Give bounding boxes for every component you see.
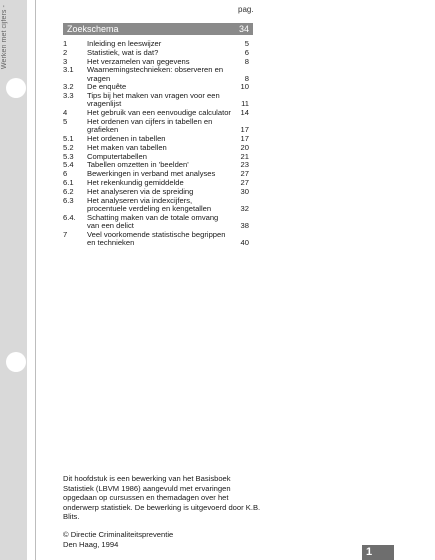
binder-hole-bottom xyxy=(6,352,26,372)
toc-entry-page: 23 xyxy=(240,160,249,170)
toc-entry-title: Het analyseren via de spreiding xyxy=(87,186,194,196)
toc-entry-page: 21 xyxy=(240,151,249,161)
toc-entry-page: 38 xyxy=(240,220,249,230)
toc-entry-number: 6.2 xyxy=(63,186,74,196)
toc-entry-number: 5.2 xyxy=(63,142,74,152)
toc-entry-page: 10 xyxy=(240,82,249,92)
toc-entry-number: 6.3 xyxy=(63,195,74,205)
toc-entry-number: 1 xyxy=(63,39,68,48)
toc-entry-page: 17 xyxy=(240,133,249,143)
toc-entry-title: Het gebruik van een eenvoudige calculator xyxy=(87,108,231,118)
toc-entry-page: 11 xyxy=(241,99,249,109)
toc-entry-number: 6.4. xyxy=(63,212,76,222)
left-margin-strip xyxy=(0,0,27,560)
toc-entry xyxy=(63,92,253,108)
toc-entry-title: Het rekenkundig gemiddelde xyxy=(87,177,184,187)
toc-entry xyxy=(63,118,253,134)
toc-entry-page: 27 xyxy=(240,169,249,179)
toc-entry-title: De enquête xyxy=(87,82,127,92)
toc-entry xyxy=(63,40,253,48)
toc-entry-page: 14 xyxy=(240,108,249,118)
toc-entry-title: Het analyseren via indexcijfers, procentuele verdeling en kengetallen xyxy=(87,195,212,213)
toc-entry xyxy=(63,188,253,196)
toc-entry xyxy=(63,197,253,213)
toc-entry-page: 30 xyxy=(240,186,249,196)
toc-entry xyxy=(63,214,253,230)
place-date-line: Den Haag, 1994 xyxy=(63,539,119,549)
toc-entry-number: 5.1 xyxy=(63,133,74,143)
toc-entry-title: Het ordenen in tabellen xyxy=(87,133,166,143)
toc-entry-number: 3.1 xyxy=(63,65,74,75)
toc-entry-number: 5.3 xyxy=(63,151,74,161)
copyright-line: © Directie Criminaliteitspreventie xyxy=(63,529,174,539)
toc-entry-page: 17 xyxy=(240,125,249,135)
toc-header-title: Zoekschema xyxy=(67,24,119,34)
pag-label: pag. xyxy=(238,5,254,14)
toc-entry xyxy=(63,231,253,247)
colophon-paragraph: Dit hoofdstuk is een bewerking van het Basisboek Statistiek (LBVM 1986) aangevuld met ervaringen opgedaan op cursussen en themadagen over het onderwerp statistiek. De bewerking is uitgevoerd door K.B. Blits. xyxy=(63,474,261,522)
toc-entry-title: Tabellen omzetten in 'beelden' xyxy=(87,160,189,170)
toc-entry-page: 27 xyxy=(240,177,249,187)
toc-entry-title: Veel voorkomende statistische begrippen en technieken xyxy=(87,229,226,247)
toc-entry xyxy=(63,144,253,152)
toc-entry-title: Waarnemingstechnieken: observeren en vragen xyxy=(87,65,224,83)
toc-entry-page: 8 xyxy=(244,73,249,83)
toc-entry-title: Statistiek, wat is dat? xyxy=(87,47,159,57)
toc-entry-title: Schatting maken van de totale omvang van een delict xyxy=(87,212,219,230)
toc-entry-title: Het ordenen van cijfers in tabellen en grafieken xyxy=(87,116,213,135)
toc-entry-number: 5.4 xyxy=(63,160,74,170)
toc-entry-page: 32 xyxy=(240,203,249,213)
toc-entry-number: 3.2 xyxy=(63,82,74,92)
document-page xyxy=(35,0,431,560)
toc-entry-title: Tips bij het maken van vragen voor een vragenlijst xyxy=(87,91,220,109)
toc-entry-title: Inleiding en leeswijzer xyxy=(87,39,162,48)
toc-entry xyxy=(63,49,253,57)
toc-entry-title: Het verzamelen van gegevens xyxy=(87,56,190,66)
toc-entry-title: Het maken van tabellen xyxy=(87,142,167,152)
toc-entry-number: 6.1 xyxy=(63,177,74,187)
toc-header-bar xyxy=(63,23,253,35)
toc-entry-page: 5 xyxy=(244,39,249,48)
toc-entry-number: 3 xyxy=(63,56,68,66)
toc-entry-number: 2 xyxy=(63,47,68,57)
toc-entry-title: Bewerkingen in verband met analyses xyxy=(87,169,216,179)
toc-entry-number: 3.3 xyxy=(63,91,74,101)
toc-entry-page: 8 xyxy=(244,56,249,66)
toc-entry-number: 4 xyxy=(63,108,68,118)
side-label: Werken met cijfers - xyxy=(1,5,8,70)
page-number-badge: 1 xyxy=(362,545,394,560)
toc-header-page: 34 xyxy=(238,24,249,34)
toc-entry-page: 6 xyxy=(244,47,249,57)
colophon xyxy=(63,474,263,549)
toc-entry-number: 6 xyxy=(63,169,68,179)
toc-entry xyxy=(63,179,253,187)
toc-entry-number: 7 xyxy=(63,229,68,239)
table-of-contents xyxy=(63,40,253,248)
toc-entry-number: 5 xyxy=(63,116,68,126)
toc-entry-page: 40 xyxy=(240,237,249,247)
toc-entry-title: Computertabellen xyxy=(87,151,147,161)
toc-entry xyxy=(63,135,253,143)
binder-hole-top xyxy=(6,78,26,98)
toc-entry xyxy=(63,66,253,82)
toc-entry-page: 20 xyxy=(240,142,249,152)
